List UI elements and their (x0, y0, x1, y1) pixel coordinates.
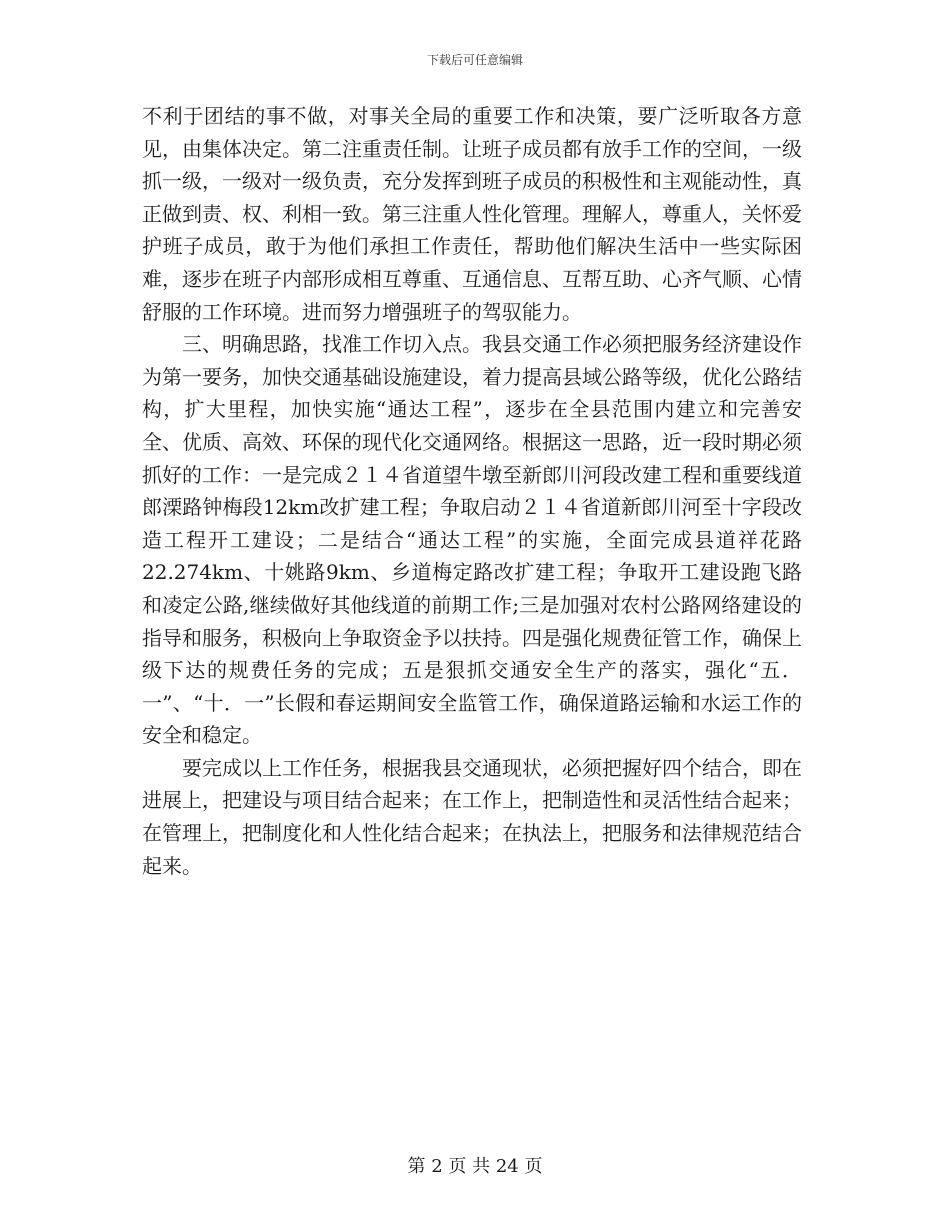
document-body (142, 100, 802, 882)
paragraph-1: 不利于团结的事不做，对事关全局的重要工作和决策，要广泛听取各方意见，由集体决定。第二注重责任制。让班子成员都有放手工作的空间，一级抓一级，一级对一级负责，充分发挥到班子成员的积极性和主观能动性，真正做到责、权、利相一致。第三注重人性化管理。理解人，尊重人，关怀爱护班子成员，敢于为他们承担工作责任，帮助他们解决生活中一些实际困难，逐步在班子内部形成相互尊重、互通信息、互帮互助、心齐气顺、心情舒服的工作环境。进而努力增强班子的驾驭能力。 (142, 104, 802, 324)
page-header-note: 下载后可任意编辑 (426, 53, 523, 67)
page-number-footer: 第 2 页 共 24 页 (407, 1156, 543, 1177)
paragraph-2: 三、明确思路，找准工作切入点。我县交通工作必须把服务经济建设作为第一要务，加快交通基础设施建设，着力提高县域公路等级，优化公路结构，扩大里程，加快实施“通达工程”，逐步在全县范围内建立和完善安全、优质、高效、环保的现代化交通网络。根据这一思路，近一段时期必须抓好的工作：一是完成２１４省道望牛墩至新郎川河段改建工程和重要线道郎溧路钟梅段12km改扩建工程；争取启动２１４省道新郎川河至十字段改造工程开工建设；二是结合“通达工程”的实施，全面完成县道祥花路22.274km、十姚路9km、乡道梅定路改扩建工程；争取开工建设跑飞路和凌定公路,继续做好其他线道的前期工作;三是加强对农村公路网络建设的指导和服务，积极向上争取资金予以扶持。四是强化规费征管工作，确保上级下达的规费任务的完成；五是狠抓交通安全生产的落实，强化“五．一”、“十．一”长假和春运期间安全监管工作，确保道路运输和水运工作的安全和稳定。 (142, 332, 802, 748)
paragraph-3: 要完成以上工作任务，根据我县交通现状，必须把握好四个结合，即在进展上，把建设与项目结合起来；在工作上，把制造性和灵活性结合起来；在管理上，把制度化和人性化结合起来；在执法上，把服务和法律规范结合起来。 (142, 755, 802, 878)
